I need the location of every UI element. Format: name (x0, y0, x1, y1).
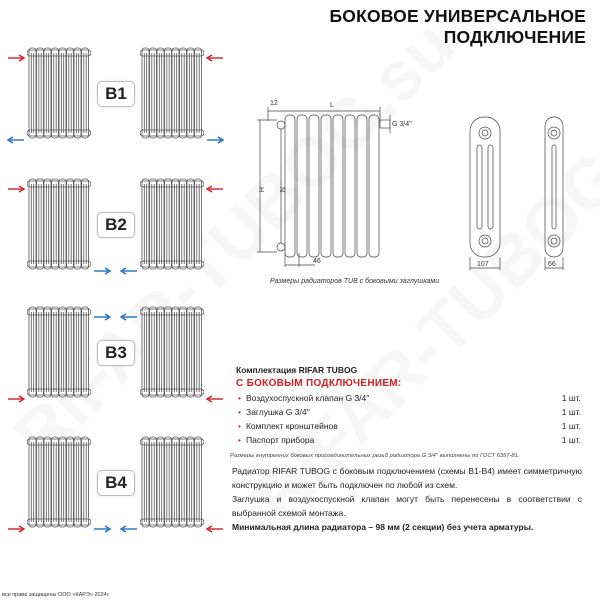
kit-item-name: Паспорт прибора (245, 435, 315, 445)
scheme-label: B3 (97, 340, 135, 366)
return-arrow-icon (206, 131, 224, 139)
scheme-label: B2 (97, 212, 135, 238)
scheme-b4 (0, 436, 230, 546)
radiator-icon (27, 47, 91, 139)
supply-arrow-icon (206, 180, 224, 188)
kit-item-qty: 1 шт. (561, 407, 581, 417)
min-length-note: Минимальная длина радиатора – 98 мм (2 секции) без учета арматуры. (232, 522, 534, 532)
radiator-icon (27, 306, 91, 398)
kit-heading: Комплектация RIFAR TUBOG (236, 365, 358, 375)
kit-item-qty: 1 шт. (561, 435, 581, 445)
return-arrow-icon (120, 308, 138, 316)
kit-section (230, 365, 581, 459)
radiator-right (140, 436, 204, 528)
return-arrow-icon (93, 520, 111, 528)
return-arrow-icon (93, 262, 111, 270)
bullet-icon: • (238, 393, 241, 403)
radiator-right (140, 306, 204, 398)
radiator-icon (140, 178, 204, 270)
return-arrow-icon (93, 308, 111, 316)
kit-item-qty: 1 шт. (561, 421, 581, 431)
return-arrow-icon (120, 520, 138, 528)
supply-arrow-icon (206, 49, 224, 57)
radiator-left (27, 47, 91, 139)
drawing-caption: Размеры радиаторов TUB с боковыми заглушками (270, 278, 440, 285)
bullet-icon: • (238, 407, 241, 417)
kit-item-name: Заглушка G 3/4'' (245, 407, 310, 417)
dim-107: 107 (477, 261, 489, 268)
page-title: БОКОВОЕ УНИВЕРСАЛЬНОЕ ПОДКЛЮЧЕНИЕ (329, 6, 586, 47)
copyright-footer: все права защищены ООО «КАРЭ» 2024г. (2, 592, 110, 598)
dim-N: N (278, 187, 285, 193)
dim-L: L (330, 102, 334, 109)
scheme-b1 (0, 47, 230, 157)
dimension-drawing (255, 95, 595, 275)
return-arrow-icon (120, 262, 138, 270)
kit-item (236, 393, 581, 403)
radiator-icon (140, 306, 204, 398)
description (232, 464, 582, 534)
bullet-icon: • (238, 421, 241, 431)
dim-66: 66 (548, 261, 556, 268)
radiator-icon (27, 178, 91, 270)
description-paragraph: Заглушка и воздухоспускной клапан могут быть перенесены в соответствии с выбранной схемой монтажа. (232, 494, 582, 518)
kit-item (236, 421, 581, 431)
scheme-b3 (0, 306, 230, 416)
description-paragraph: Радиатор RIFAR TUBOG с боковым подключением (схемы В1-В4) имеет симметричную конструкцию и может быть подключен по любой из схем. (232, 466, 582, 490)
kit-item-qty: 1 шт. (561, 393, 581, 403)
return-arrow-icon (7, 131, 25, 139)
kit-note: Размеры внутренних боковых присоединительных резьб радиатора G 3/4'' выполнены по ГОСТ 6357-81. (230, 453, 520, 459)
dim-12: 12 (270, 100, 278, 107)
bullet-icon: • (238, 435, 241, 445)
supply-arrow-icon (206, 390, 224, 398)
radiator-icon (27, 436, 91, 528)
radiator-left (27, 178, 91, 270)
kit-subheading: С БОКОВЫМ ПОДКЛЮЧЕНИЕМ: (236, 378, 402, 389)
radiator-right (140, 47, 204, 139)
supply-arrow-icon (7, 49, 25, 57)
radiator-left (27, 436, 91, 528)
scheme-label: B1 (97, 81, 135, 107)
dim-H: H (257, 187, 264, 193)
radiator-left (27, 306, 91, 398)
thread-label: G 3/4'' (392, 121, 412, 128)
radiator-icon (140, 47, 204, 139)
radiator-icon (140, 436, 204, 528)
kit-item (236, 435, 581, 445)
dim-46: 46 (313, 258, 321, 265)
radiator-right (140, 178, 204, 270)
supply-arrow-icon (206, 520, 224, 528)
supply-arrow-icon (7, 520, 25, 528)
scheme-b2 (0, 178, 230, 288)
supply-arrow-icon (7, 390, 25, 398)
kit-item-name: Комплект кронштейнов (245, 421, 338, 431)
scheme-label: B4 (97, 470, 135, 496)
supply-arrow-icon (7, 180, 25, 188)
kit-item-name: Воздухоспускной клапан G 3/4'' (245, 393, 370, 403)
kit-item (236, 407, 581, 417)
